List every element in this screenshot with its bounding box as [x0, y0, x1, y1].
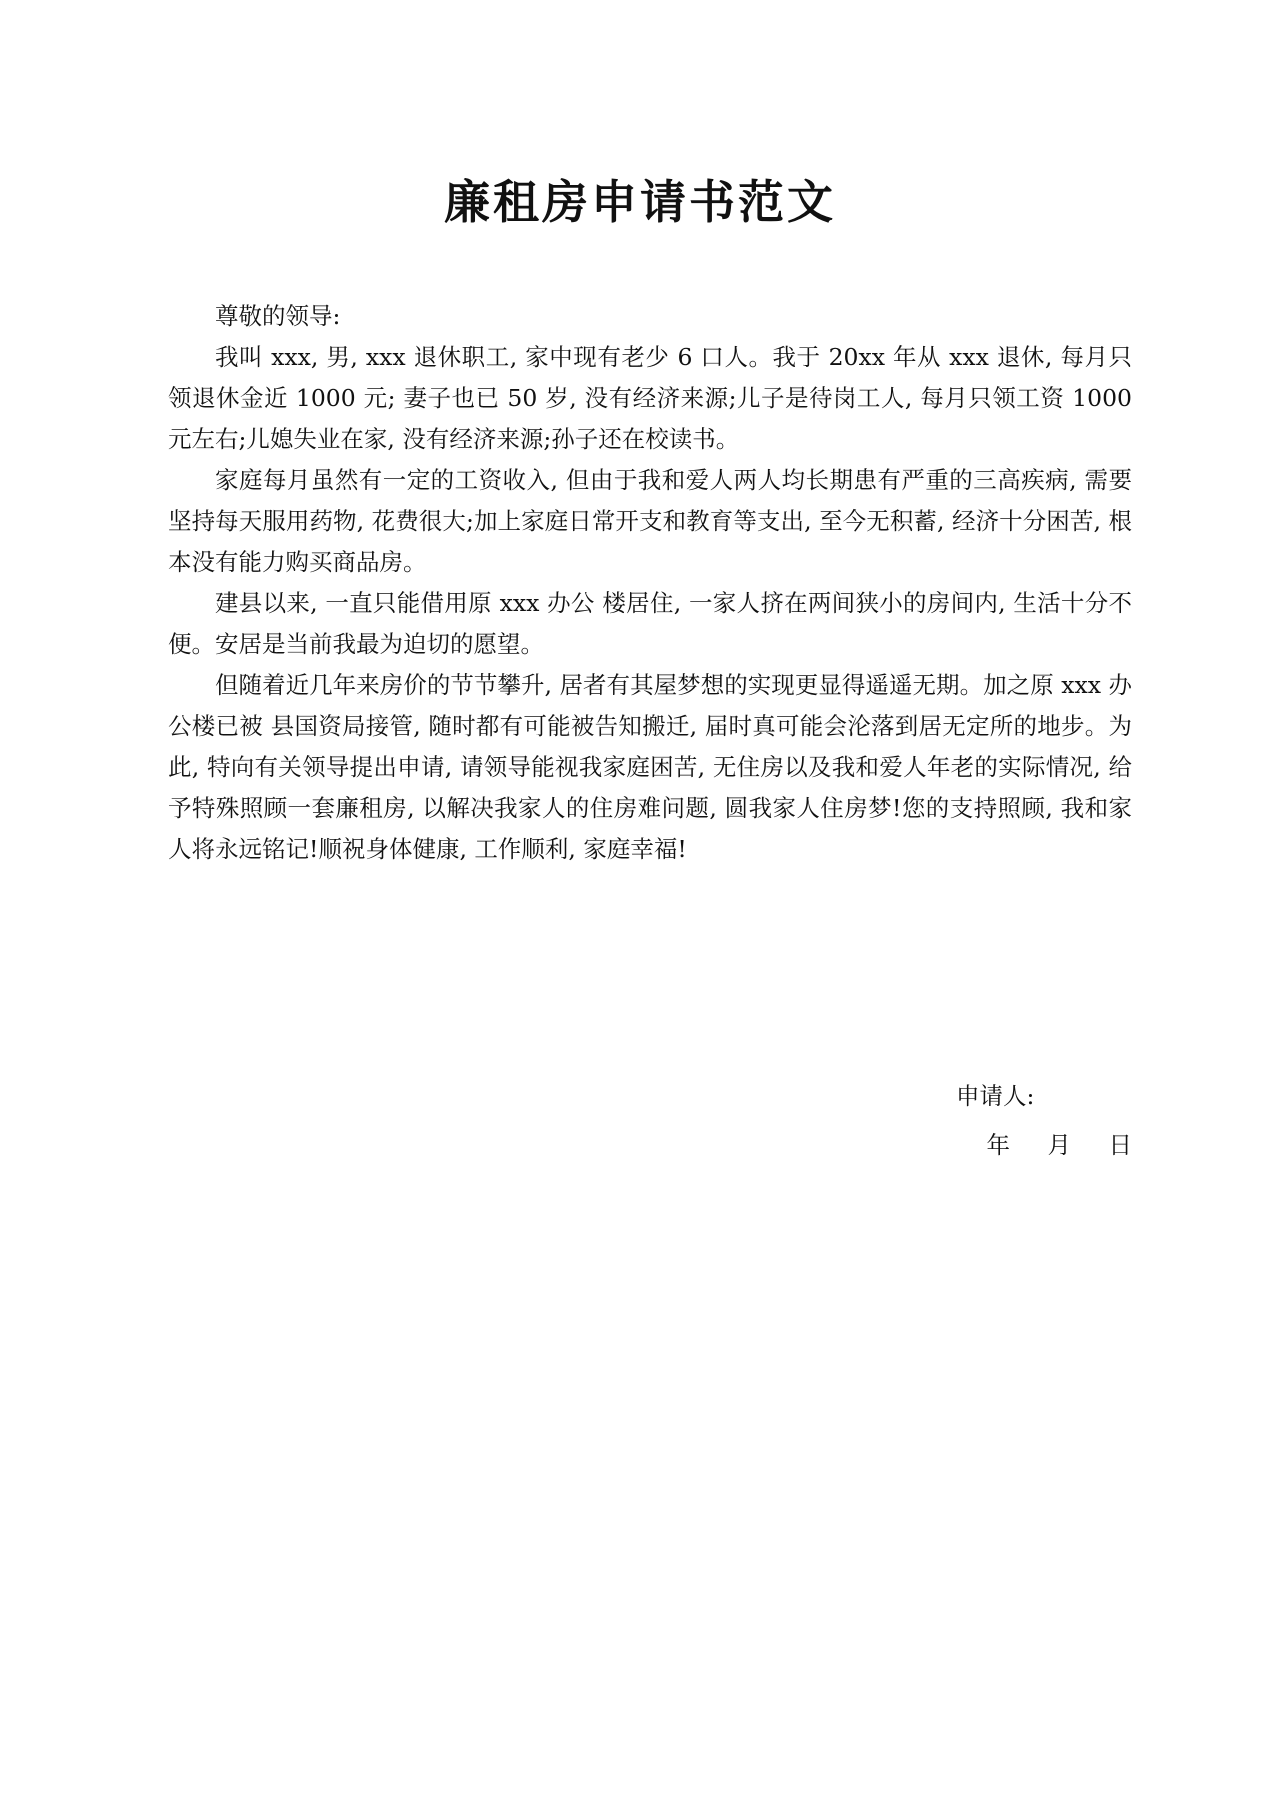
date-line	[912, 1121, 1132, 1170]
applicant-label: 申请人:	[956, 1082, 1035, 1110]
salutation: 尊敬的领导:	[215, 302, 341, 330]
paragraph-request: 但随着近几年来房价的节节攀升, 居者有其屋梦想的实现更显得遥遥无期。加之原 xxx 办公楼已被 县国资局接管, 随时都有可能被告知搬迁, 届时真可能会沦落到居无定所的地步。为此, 特向有关领导提出申请, 请领导能视我家庭困苦, 无住房以及我和爱人年老的实际情况, 给予特殊照顾一套廉租房, 以解决我家人的住房难问题, 圆我家人住房梦!您的支持照顾, 我和家人将永远铭记!顺祝身体健康, 工作顺利, 家庭幸福!	[168, 671, 1132, 863]
date-year-label: 年	[986, 1131, 1011, 1159]
signature-block	[912, 1072, 1132, 1170]
document-title: 廉租房申请书范文	[444, 175, 836, 229]
date-month-label: 月	[1047, 1131, 1072, 1159]
letter-body	[168, 296, 1132, 870]
paragraph-family-situation: 我叫 xxx, 男, xxx 退休职工, 家中现有老少 6 口人。我于 20xx 年从 xxx 退休, 每月只领退休金近 1000 元; 妻子也已 50 岁, 没有经济来源;儿子是待岗工人, 每月只领工资 1000 元左右;儿媳失业在家, 没有经济来源;孙子还在校读书。	[168, 343, 1132, 453]
date-day-label: 日	[1108, 1131, 1132, 1159]
paragraph-financial-hardship: 家庭每月虽然有一定的工资收入, 但由于我和爱人两人均长期患有严重的三高疾病, 需要坚持每天服用药物, 花费很大;加上家庭日常开支和教育等支出, 至今无积蓄, 经济十分困苦, 根本没有能力购买商品房。	[168, 466, 1132, 576]
paragraph-housing-condition: 建县以来, 一直只能借用原 xxx 办公 楼居住, 一家人挤在两间狭小的房间内, 生活十分不便。安居是当前我最为迫切的愿望。	[168, 589, 1132, 658]
